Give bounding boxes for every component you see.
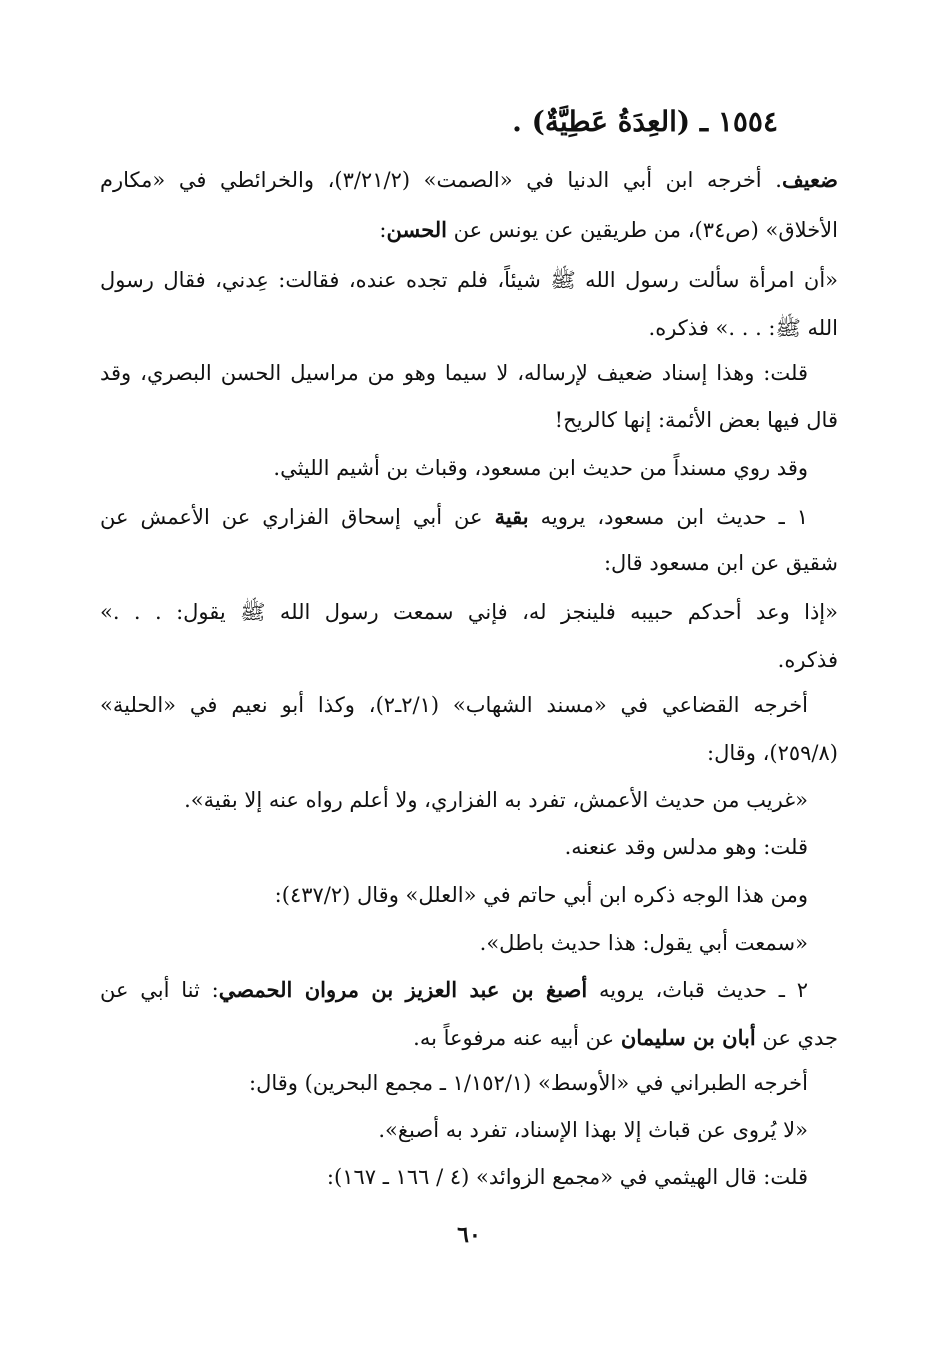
- line-text: ١ ـ حديث ابن مسعود، يرويه: [528, 505, 809, 529]
- text-line: [273, 453, 808, 483]
- line-text: (٢٥٩/٨)، وقال:: [707, 741, 838, 765]
- line-text: عن أبيه عنه مرفوعاً به.: [413, 1026, 621, 1050]
- text-line: [378, 1115, 808, 1145]
- line-text: «لا يُروى عن قباث إلا بهذا الإسناد، تفرد به أصبغ».: [378, 1118, 808, 1142]
- line-text: أخرجه الطبراني في «الأوسط» (١/١٥٢/١ ـ مجمع البحرين) وقال:: [249, 1071, 808, 1095]
- text-line: [100, 165, 838, 195]
- line-text: «غريب من حديث الأعمش، تفرد به الفزاري، ولا أعلم رواه عنه إلا بقية».: [184, 788, 808, 812]
- text-line: [275, 880, 808, 910]
- line-text: الأخلاق» (ص٣٤)، من طريقين عن يونس عن: [447, 218, 838, 242]
- line-text: ومن هذا الوجه ذكره ابن أبي حاتم في «العلل» وقال (٤٣٧/٢):: [274, 883, 808, 907]
- text-line: [100, 975, 808, 1005]
- line-text: ٢ ـ حديث قباث، يرويه: [587, 978, 809, 1002]
- line-text: أخرجه القضاعي في «مسند الشهاب» (٢/١ـ٢)، وكذا أبو نعيم في «الحلية»: [100, 693, 809, 717]
- text-line: [480, 928, 808, 958]
- text-line: [649, 313, 838, 343]
- line-text: . أخرجه ابن أبي الدنيا في «الصمت» (٣/٢١/٢)، والخرائطي في «مكارم: [100, 168, 782, 192]
- text-line: [565, 832, 808, 862]
- line-text: قلت: وهو مدلس وقد عنعنه.: [564, 835, 808, 859]
- text-line: [555, 405, 838, 435]
- text-line: [249, 1068, 808, 1098]
- grade-label: ضعيف: [781, 167, 838, 192]
- line-text: «أن امرأة سألت رسول الله ﷺ شيئاً، فلم تجده عنده، فقالت: عِدني، فقال رسول: [100, 268, 838, 292]
- text-line: [100, 597, 838, 627]
- bold-name: أبان بن سليمان: [620, 1025, 756, 1050]
- bold-name: أصبغ بن عبد العزيز بن مروان الحمصي: [218, 977, 588, 1002]
- line-text: قلت: قال الهيثمي في «مجمع الزوائد» (٤ / ١٦٦ ـ ١٦٧):: [326, 1165, 808, 1189]
- hadith-heading: ١٥٥٤ ـ (العِدَةُ عَطِيَّةٌ) .: [512, 105, 778, 138]
- text-line: [327, 1162, 808, 1192]
- bold-name: بقية: [494, 504, 529, 529]
- line-text: «إذا وعد أحدكم حبيبه فلينجز له، فإني سمعت رسول الله ﷺ يقول: . . .»: [100, 600, 838, 624]
- line-text: جدي عن: [755, 1026, 838, 1050]
- line-text: عن أبي إسحاق الفزاري عن الأعمش عن: [100, 505, 495, 529]
- text-line: [100, 358, 808, 388]
- line-text: «سمعت أبي يقول: هذا حديث باطل».: [479, 931, 808, 955]
- line-text: قال فيها بعض الأئمة: إنها كالريح!: [554, 408, 838, 432]
- text-line: [100, 502, 808, 532]
- bold-name: الحسن: [386, 217, 447, 242]
- text-line: [379, 215, 838, 245]
- text-line: [778, 645, 838, 675]
- text-line: [707, 738, 838, 768]
- line-text: وقد روي مسنداً من حديث ابن مسعود، وقباث بن أشيم الليثي.: [273, 456, 808, 480]
- page-number: ٦٠: [457, 1222, 481, 1248]
- line-text: فذكره.: [777, 648, 838, 672]
- line-text: الله ﷺ: . . .» فذكره.: [648, 316, 838, 340]
- text-line: [100, 690, 808, 720]
- text-line: [184, 785, 808, 815]
- line-text: شقيق عن ابن مسعود قال:: [603, 551, 838, 575]
- line-text: :: [379, 218, 387, 242]
- line-text: : ثنا أبي عن: [100, 978, 219, 1002]
- text-line: [413, 1023, 838, 1053]
- line-text: قلت: وهذا إسناد ضعيف لإرساله، لا سيما وهو من مراسيل الحسن البصري، وقد: [100, 361, 808, 385]
- text-line: [604, 548, 838, 578]
- text-line: [100, 265, 838, 295]
